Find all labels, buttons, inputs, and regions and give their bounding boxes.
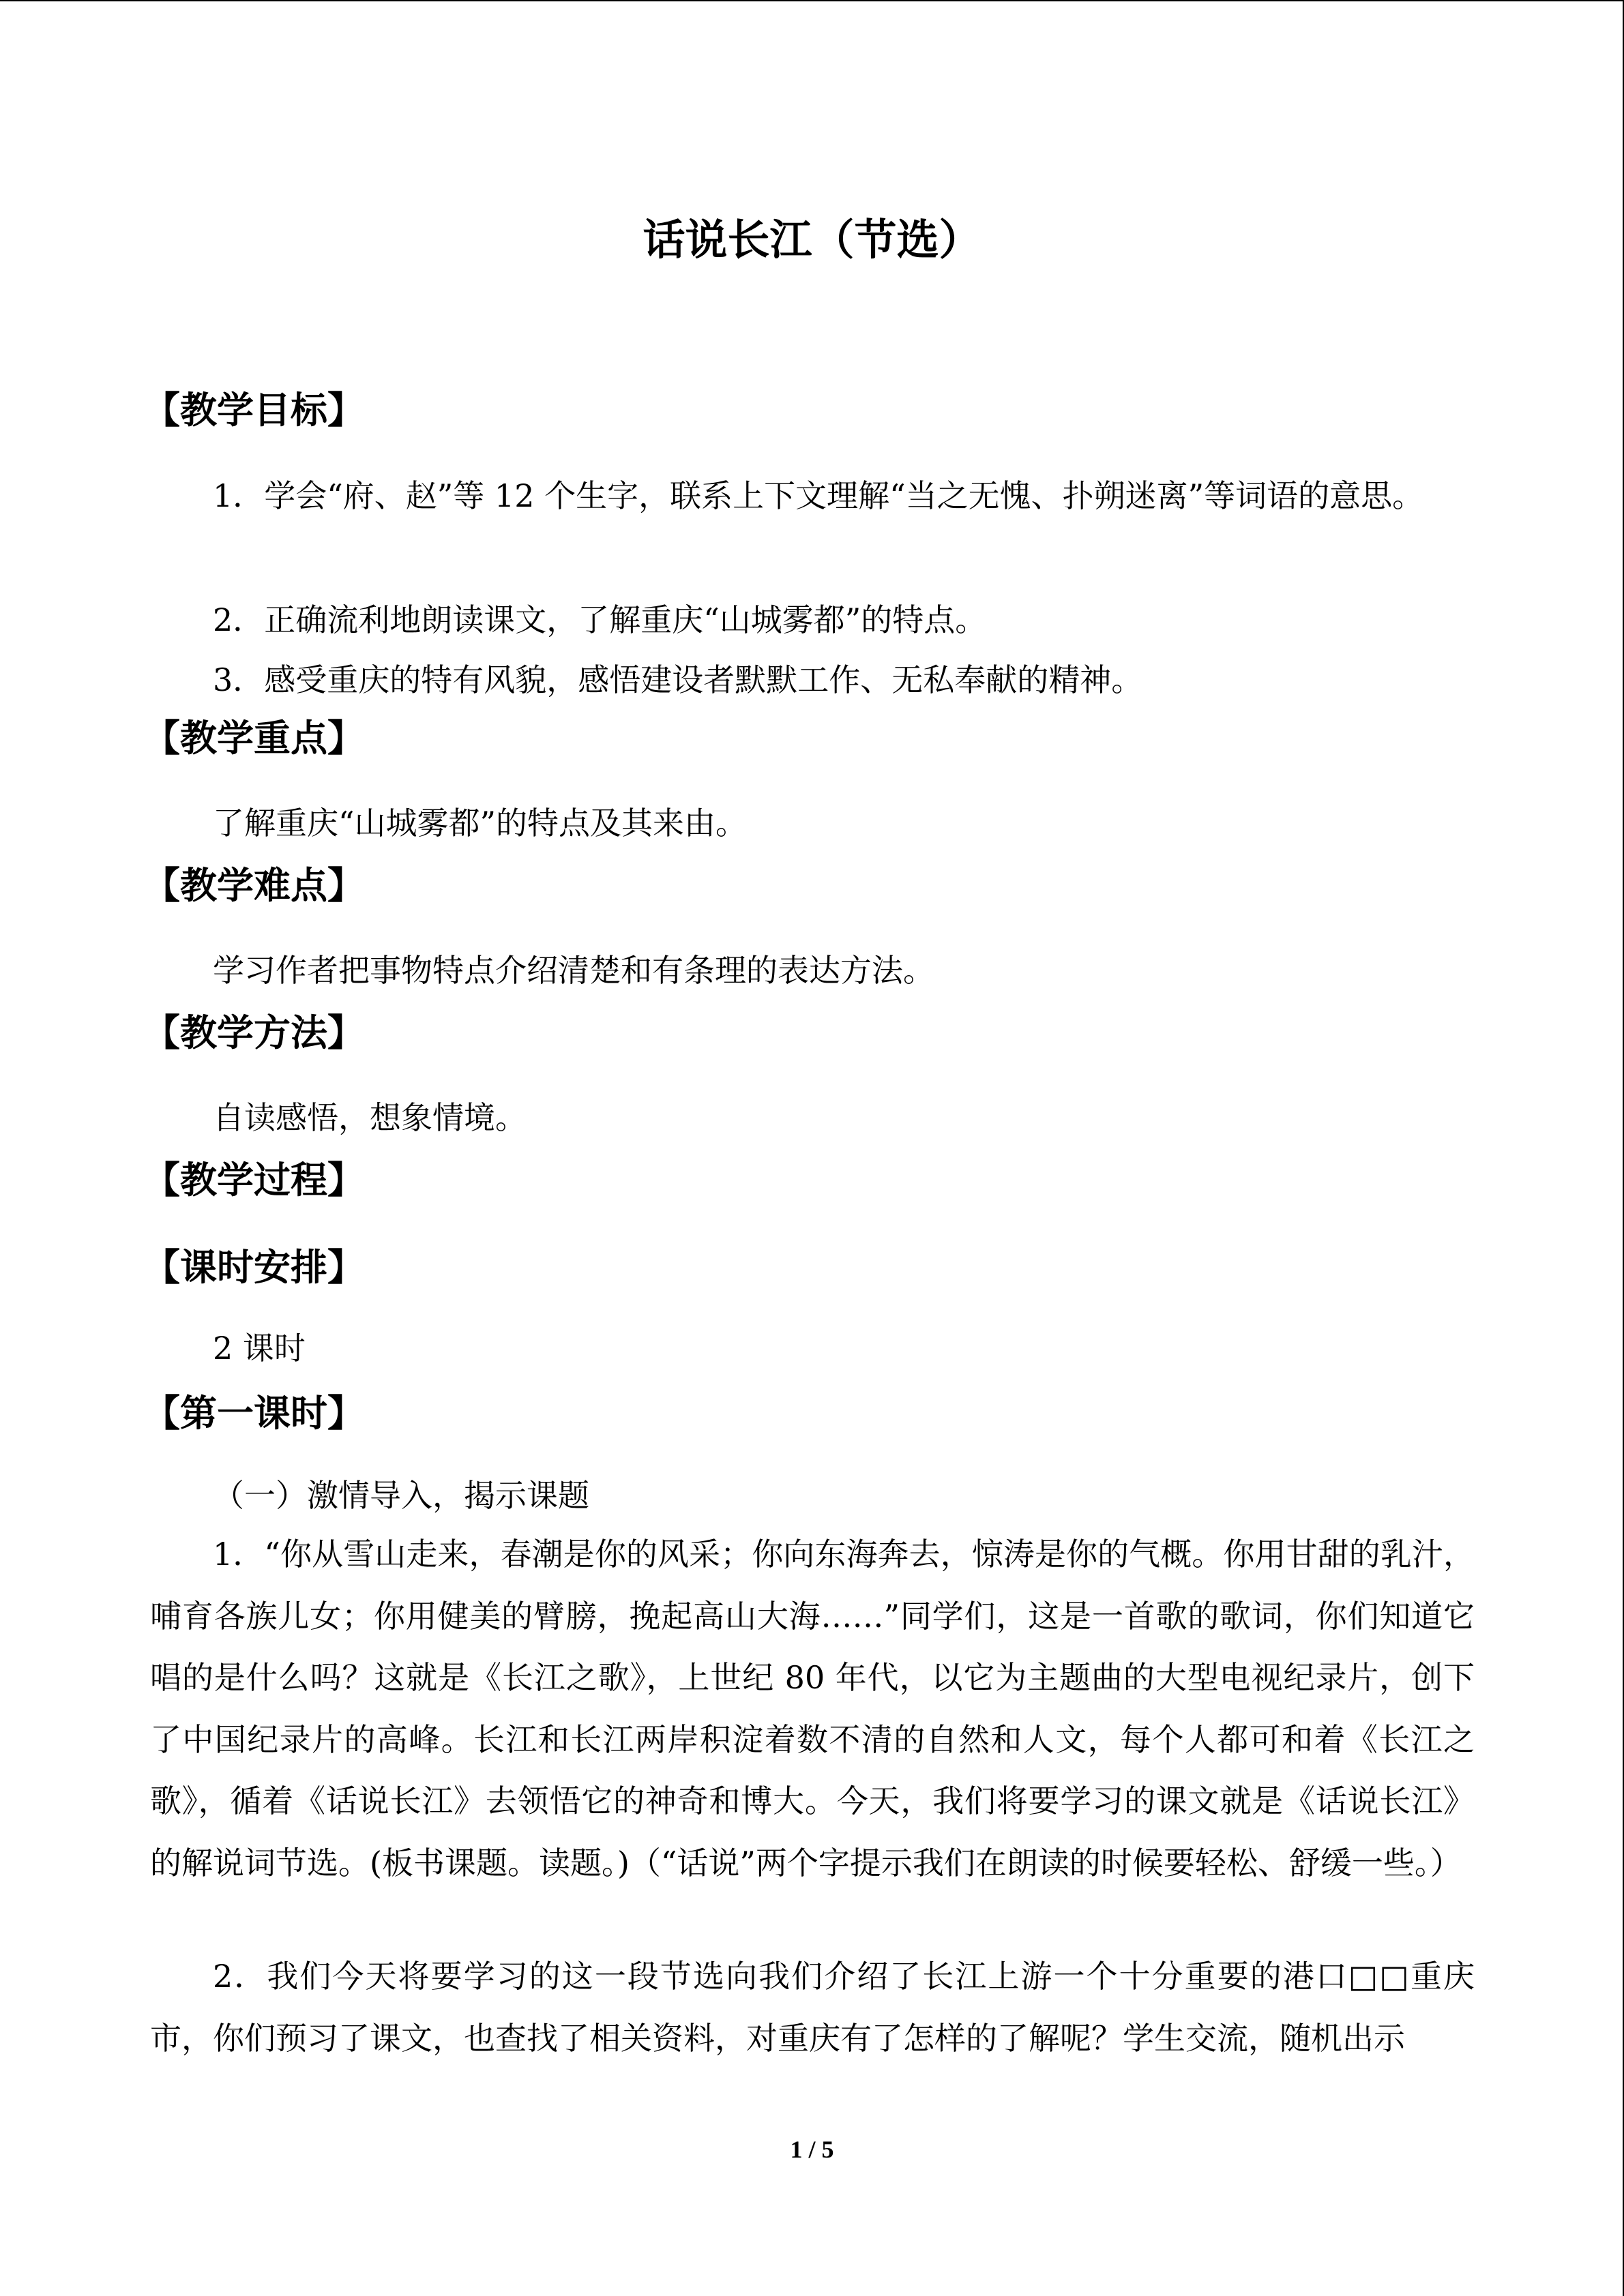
key-points-text: 了解重庆“山城雾都”的特点及其来由。 bbox=[213, 805, 748, 841]
difficulties-heading: 【教学难点】 bbox=[143, 864, 364, 907]
page-number: 1 / 5 bbox=[790, 2136, 834, 2163]
objective-item-3: 3．感受重庆的特有风貌，感悟建设者默默工作、无私奉献的精神。 bbox=[213, 661, 1143, 698]
methods-text: 自读感悟，想象情境。 bbox=[213, 1099, 527, 1136]
objective-item-2: 2．正确流利地朗读课文，了解重庆“山城雾都”的特点。 bbox=[213, 601, 987, 638]
objectives-heading: 【教学目标】 bbox=[143, 389, 364, 432]
key-points-heading: 【教学重点】 bbox=[143, 717, 364, 760]
first-lesson-subheading: （一）激情导入，揭示课题 bbox=[213, 1477, 589, 1514]
document-title: 话说长江（节选） bbox=[643, 215, 981, 265]
first-lesson-heading: 【第一课时】 bbox=[143, 1392, 364, 1435]
difficulties-text: 学习作者把事物特点介绍清楚和有条理的表达方法。 bbox=[213, 952, 934, 989]
schedule-heading: 【课时安排】 bbox=[143, 1246, 364, 1289]
schedule-text: 2 课时 bbox=[213, 1330, 306, 1367]
process-heading: 【教学过程】 bbox=[143, 1159, 364, 1202]
objective-item-1: 1．学会“府、赵”等 12 个生字，联系上下文理解“当之无愧、扑朔迷离”等词语的意思。 bbox=[213, 477, 1424, 514]
methods-heading: 【教学方法】 bbox=[143, 1011, 364, 1054]
first-lesson-paragraph-1: 1．“你从雪山走来，春潮是你的风采；你向东海奔去，惊涛是你的气概。你用甘甜的乳汁，哺育各族儿女；你用健美的臂膀，挽起高山大海……”同学们，这是一首歌的歌词，你们知道它唱的是什么吗？这就是《长江之歌》，上世纪 80 年代，以它为主题曲的大型电视纪录片，创下了中国纪录片的高峰。长江和长江两岸积淀着数不清的自然和人文，每个人都可和着《长江之歌》，循着《话说长江》去领悟它的神奇和博大。今天，我们将要学习的课文就是《话说长江》的解说词节选。(板书课题。读题。)（“话说”两个字提示我们在朗读的时候要轻松、舒缓一些。） bbox=[150, 1536, 1475, 1881]
first-lesson-paragraph-2: 2．我们今天将要学习的这一段节选向我们介绍了长江上游一个十分重要的港口□□重庆市，你们预习了课文，也查找了相关资料，对重庆有了怎样的了解呢？学生交流，随机出示 bbox=[150, 1958, 1475, 2057]
